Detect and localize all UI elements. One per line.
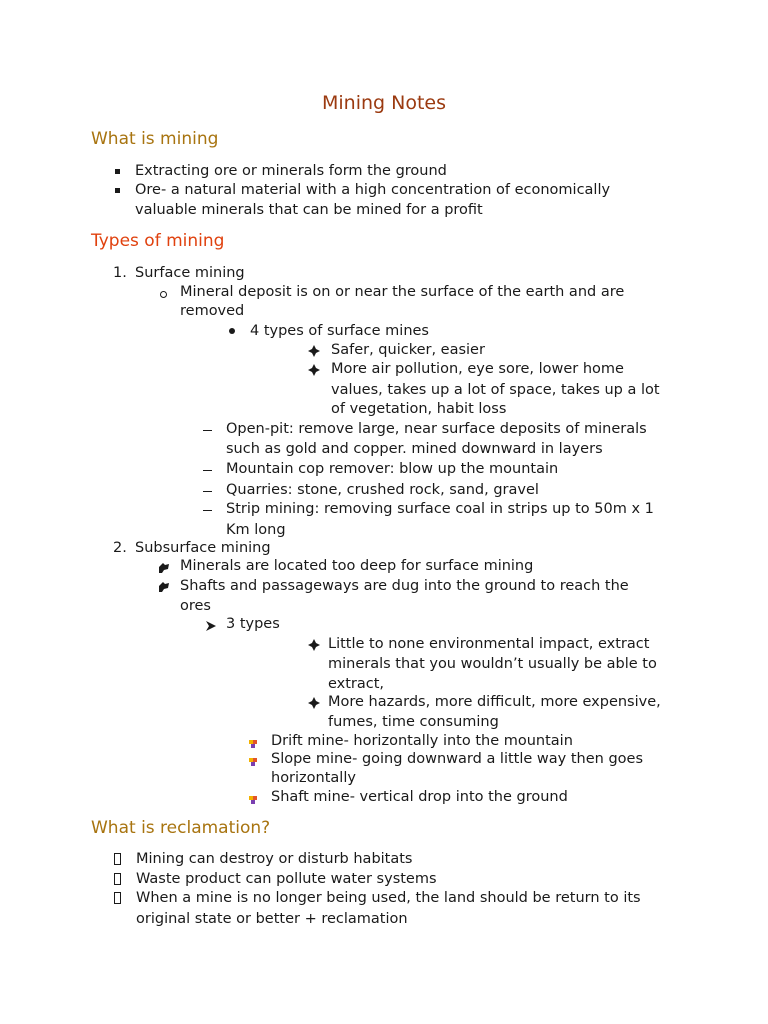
dash-bullet-icon	[203, 430, 212, 431]
list-item: removed	[180, 303, 245, 319]
diamond-bullet-icon	[308, 364, 320, 376]
list-item: of vegetation, habit loss	[331, 401, 507, 417]
diamond-bullet-icon	[308, 697, 320, 709]
list-item: such as gold and copper. mined downward in layers	[226, 441, 603, 457]
list-item: Little to none environmental impact, extract	[328, 636, 650, 652]
list-item: Mountain cop remover: blow up the mountain	[226, 461, 559, 477]
list-item: Waste product can pollute water systems	[136, 871, 437, 887]
list-item: Open-pit: remove large, near surface deposits of minerals	[226, 421, 647, 437]
square-bullet-icon	[115, 169, 120, 174]
heading-types-of-mining: Types of mining	[91, 231, 225, 251]
circle-bullet-icon	[160, 291, 167, 298]
heading-what-is-mining: What is mining	[91, 129, 219, 149]
list-item: Minerals are located too deep for surface mining	[180, 558, 534, 574]
color-bullet-icon	[248, 755, 260, 767]
list-item: values, takes up a lot of space, takes up a lot	[331, 382, 660, 398]
list-item: valuable minerals that can be mined for a profit	[135, 202, 483, 218]
list-item: 4 types of surface mines	[250, 323, 429, 339]
pointer-bullet-icon	[158, 562, 170, 574]
list-item: More hazards, more difficult, more expensive,	[328, 694, 661, 710]
list-item: Shafts and passageways are dug into the ground to reach the	[180, 578, 629, 594]
missing-glyph-bullet-icon	[114, 853, 121, 865]
list-item: When a mine is no longer being used, the land should be return to its	[136, 890, 641, 906]
list-item: Mineral deposit is on or near the surface of the earth and are	[180, 284, 625, 300]
pointer-bullet-icon	[158, 581, 170, 593]
list-item: 3 types	[226, 616, 280, 632]
page-title: Mining Notes	[321, 92, 446, 114]
list-item: Quarries: stone, crushed rock, sand, gravel	[226, 482, 539, 498]
list-item: Slope mine- going downward a little way then goes	[271, 751, 644, 767]
list-item: minerals that you wouldn’t usually be able to	[328, 656, 657, 672]
list-item: Drift mine- horizontally into the mountain	[271, 733, 573, 749]
list-item: Strip mining: removing surface coal in strips up to 50m x 1	[226, 501, 654, 517]
list-number: 1.	[113, 265, 127, 281]
color-bullet-icon	[248, 737, 260, 749]
diamond-bullet-icon	[308, 345, 320, 357]
missing-glyph-bullet-icon	[114, 892, 121, 904]
list-item: Subsurface mining	[135, 540, 271, 556]
arrow-bullet-icon	[205, 620, 217, 632]
list-number: 2.	[113, 540, 127, 556]
dash-bullet-icon	[203, 470, 212, 471]
dot-bullet-icon	[229, 328, 235, 334]
diamond-bullet-icon	[308, 639, 320, 651]
list-item: Extracting ore or minerals form the ground	[135, 163, 447, 179]
dash-bullet-icon	[203, 491, 212, 492]
list-item: Ore- a natural material with a high concentration of economically	[135, 182, 611, 198]
list-item: Km long	[226, 522, 286, 538]
list-item: horizontally	[271, 770, 356, 786]
list-item: Shaft mine- vertical drop into the ground	[271, 789, 568, 805]
list-item: ores	[180, 598, 211, 614]
missing-glyph-bullet-icon	[114, 873, 121, 885]
list-item: Mining can destroy or disturb habitats	[136, 851, 413, 867]
list-item: Safer, quicker, easier	[331, 342, 485, 358]
dash-bullet-icon	[203, 510, 212, 511]
list-item: More air pollution, eye sore, lower home	[331, 361, 624, 377]
color-bullet-icon	[248, 793, 260, 805]
list-item: fumes, time consuming	[328, 714, 499, 730]
list-item: original state or better + reclamation	[136, 911, 408, 927]
heading-what-is-reclamation: What is reclamation?	[91, 818, 271, 838]
list-item: extract,	[328, 676, 385, 692]
list-item: Surface mining	[135, 265, 245, 281]
square-bullet-icon	[115, 188, 120, 193]
